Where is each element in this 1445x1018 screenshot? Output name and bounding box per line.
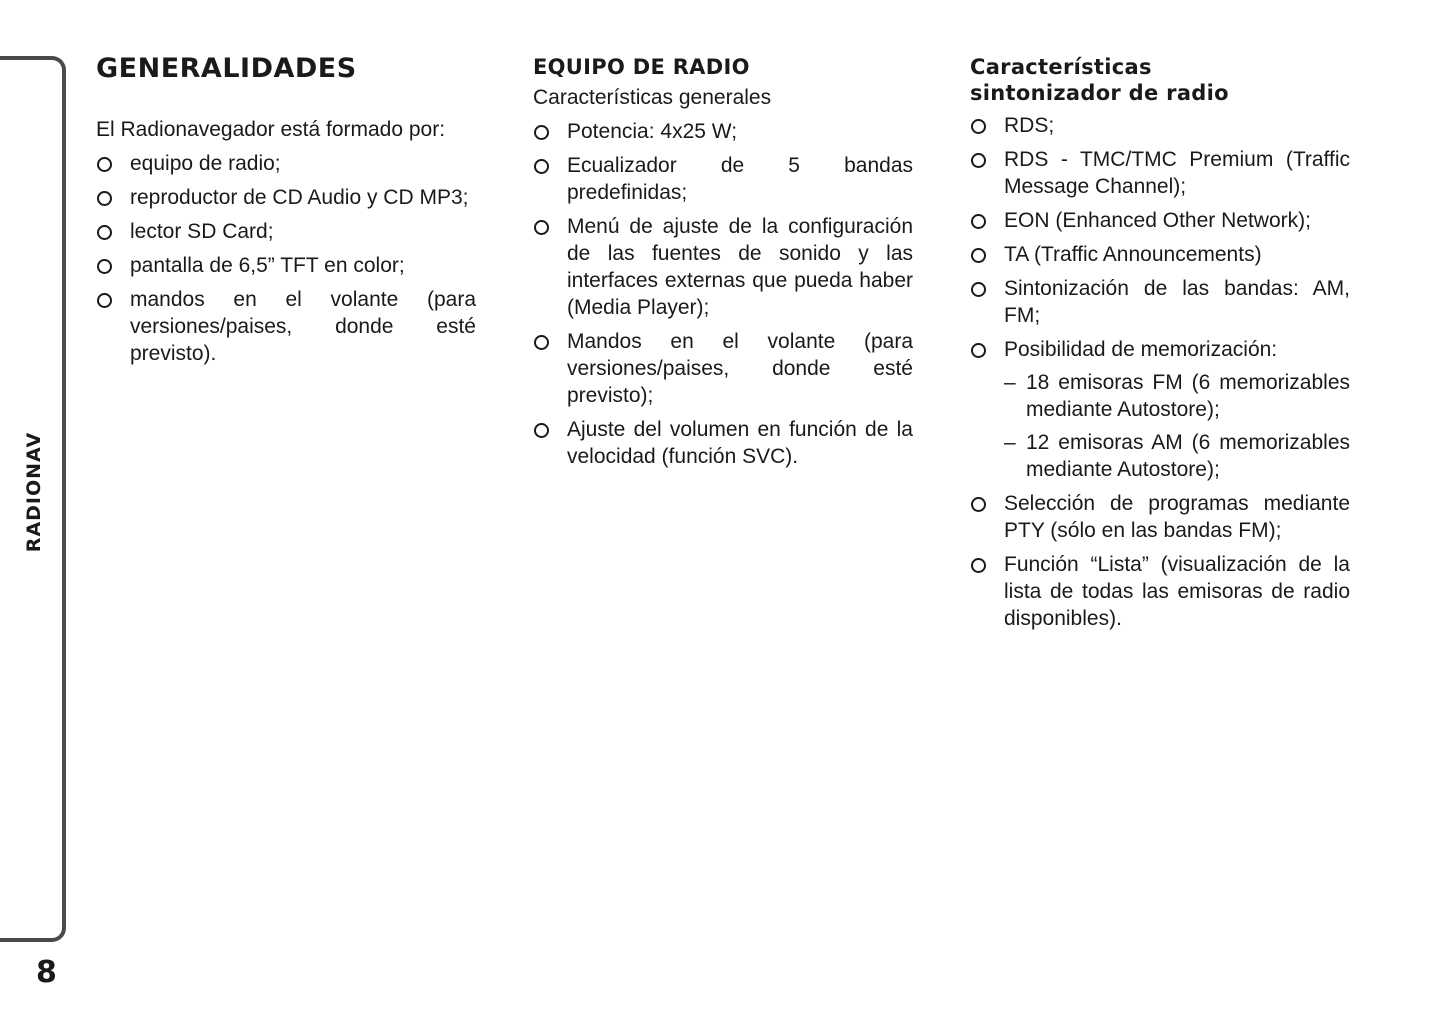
title-line-2: sintonizador de radio: [970, 81, 1229, 105]
list-item: mandos en el volante (para versiones/paises, donde esté previsto).: [96, 286, 476, 367]
circle-bullet-icon: [534, 125, 549, 140]
memory-sublist: [970, 369, 1350, 483]
circle-bullet-icon: [971, 282, 986, 297]
list-item: Potencia: 4x25 W;: [533, 118, 913, 145]
list-item: Menú de ajuste de la configuración de las fuentes de sonido y las interfaces externas que pueda haber (Media Player);: [533, 213, 913, 321]
list-item: Sintonización de las bandas: AM, FM;: [970, 275, 1350, 329]
circle-bullet-icon: [97, 191, 112, 206]
section-title: EQUIPO DE RADIO: [533, 55, 750, 79]
list-item: Mandos en el volante (para versiones/paises, donde esté previsto);: [533, 328, 913, 409]
dash-mark: –: [1004, 371, 1016, 394]
section-title: [970, 54, 1350, 106]
circle-bullet-icon: [534, 423, 549, 438]
circle-bullet-icon: [97, 293, 112, 308]
column-generalidades: [96, 52, 476, 367]
circle-bullet-icon: [971, 558, 986, 573]
circle-bullet-icon: [971, 248, 986, 263]
circle-bullet-icon: [534, 159, 549, 174]
tuner-feature-list-continued: [970, 490, 1350, 632]
list-item: lector SD Card;: [96, 218, 476, 245]
list-item: Función “Lista” (visualización de la lista de todas las emisoras de radio disponibles).: [970, 551, 1350, 632]
circle-bullet-icon: [971, 497, 986, 512]
dash-mark: –: [1004, 431, 1016, 454]
circle-bullet-icon: [97, 157, 112, 172]
intro-text: El Radionavegador está formado por:: [96, 118, 446, 141]
list-item: Posibilidad de memorización:: [970, 336, 1350, 363]
tuner-feature-list: [970, 112, 1350, 363]
section-label: RADIONAV: [23, 431, 45, 553]
list-item: reproductor de CD Audio y CD MP3;: [96, 184, 476, 211]
circle-bullet-icon: [971, 214, 986, 229]
list-item: Ecualizador de 5 bandas predefinidas;: [533, 152, 913, 206]
list-item: RDS;: [970, 112, 1350, 139]
list-item: equipo de radio;: [96, 150, 476, 177]
list-item: RDS - TMC/TMC Premium (Traffic Message Channel);: [970, 146, 1350, 200]
circle-bullet-icon: [971, 153, 986, 168]
sublist-item: – 18 emisoras FM (6 memorizables mediante Autostore);: [1004, 371, 1350, 421]
sublist-item: – 12 emisoras AM (6 memorizables mediante Autostore);: [1004, 431, 1350, 481]
section-title: GENERALIDADES: [96, 53, 357, 84]
subheading-text: Características generales: [533, 86, 772, 109]
page-number: 8: [36, 955, 57, 990]
circle-bullet-icon: [534, 220, 549, 235]
component-list: [96, 150, 476, 367]
circle-bullet-icon: [971, 343, 986, 358]
feature-list: [533, 118, 913, 470]
list-item: Ajuste del volumen en función de la velocidad (función SVC).: [533, 416, 913, 470]
list-item: pantalla de 6,5” TFT en color;: [96, 252, 476, 279]
list-item: Selección de programas mediante PTY (sólo en las bandas FM);: [970, 490, 1350, 544]
title-line-1: Características: [970, 55, 1152, 79]
column-equipo-radio: [533, 52, 913, 470]
circle-bullet-icon: [97, 259, 112, 274]
list-item: EON (Enhanced Other Network);: [970, 207, 1350, 234]
circle-bullet-icon: [534, 335, 549, 350]
list-item: TA (Traffic Announcements): [970, 241, 1350, 268]
column-sintonizador: [970, 52, 1350, 632]
circle-bullet-icon: [97, 225, 112, 240]
circle-bullet-icon: [971, 119, 986, 134]
